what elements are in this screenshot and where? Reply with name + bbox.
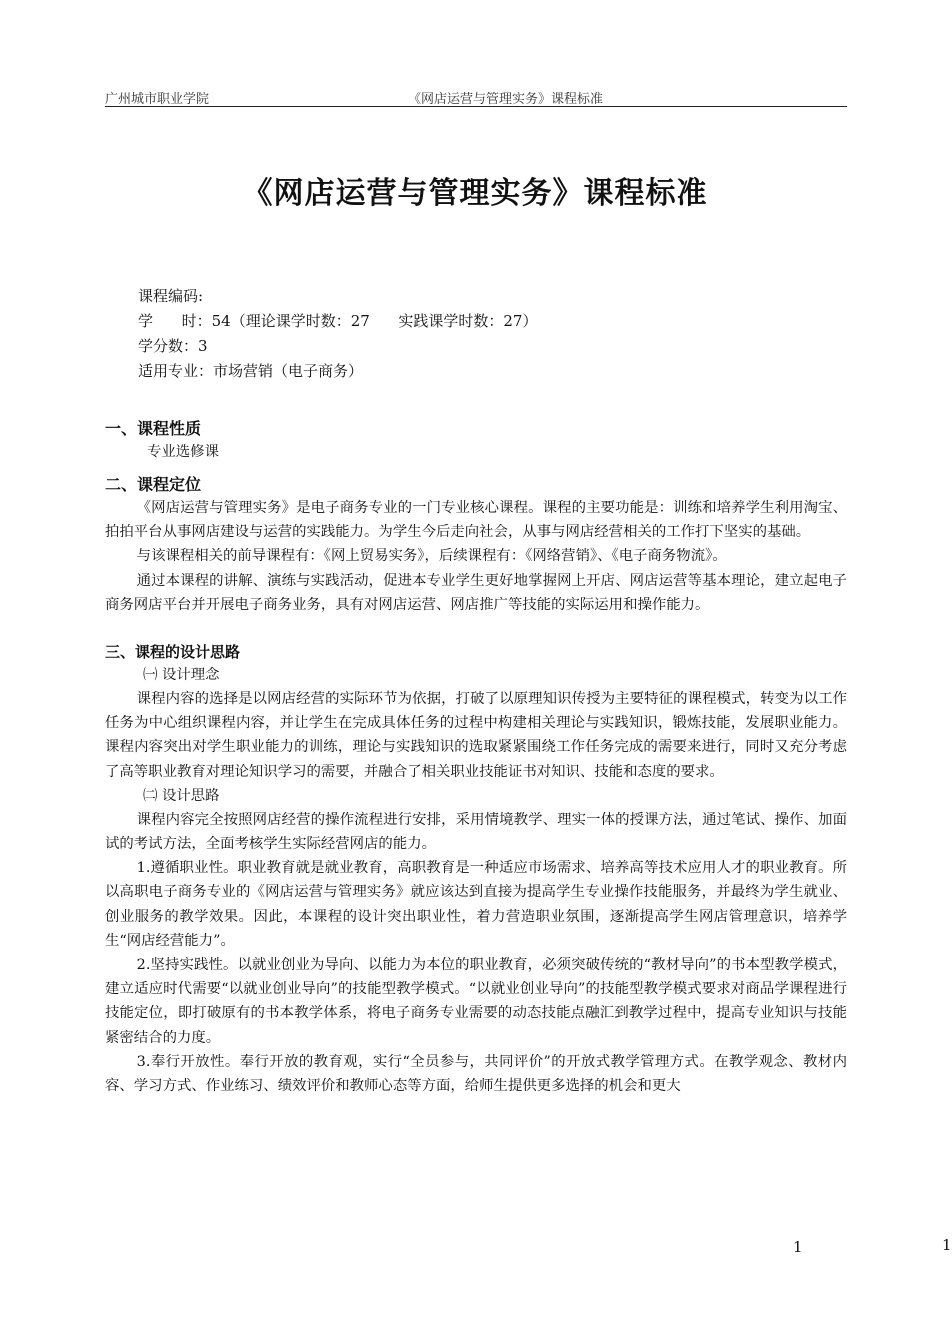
section-1-text: 专业选修课: [147, 444, 219, 460]
section-3-paragraph: 1.遵循职业性。职业教育就是就业教育，高职教育是一种适应市场需求、培养高等技术应用人才的职业教育。所以高职电子商务专业的《网店运营与管理实务》就应该达到直接为提高学生专业操作技能服务，并最终为学生就业、创业服务的教学效果。因此，本课程的设计突出职业性，着力营造职业氛围，逐渐提高学生网店管理意识，培养学生“网店经营能力”。: [105, 860, 847, 949]
subsection-heading: ㈡ 设计思路: [143, 787, 220, 804]
course-hours: 学 时：54（理论课学时数：27 实践课学时数：27）: [138, 312, 538, 330]
course-credits: 学分数：3: [138, 337, 208, 355]
section-1-heading: 一、课程性质: [105, 419, 202, 438]
document-title: 《网店运营与管理实务》课程标准: [242, 176, 708, 211]
section-3-paragraph: 2.坚持实践性。以就业创业为导向、以能力为本位的职业教育，必须突破传统的“教材导向”的书本型教学模式，建立适应时代需要“以就业创业导向”的技能型教学模式。“以就业创业导向”的技能型教学模式要求对商品学课程进行技能定位，即打破原有的书本教学体系，将电子商务专业需要的动态技能点融汇到教学过程中，提高专业知识与技能紧密结合的力度。: [105, 957, 847, 1046]
section-3-heading: 三、课程的设计思路: [105, 643, 241, 662]
subsection-heading: ㈠ 设计理念: [143, 667, 220, 684]
section-3-paragraph: 课程内容完全按照网店经营的操作流程进行安排，采用情境教学、理实一体的授课方法，通过笔试、操作、加面试的考试方法，全面考核学生实际经营网店的能力。: [105, 811, 847, 853]
course-major: 适用专业：市场营销（电子商务）: [138, 362, 364, 380]
document-body: [105, 418, 847, 1098]
course-meta: [138, 284, 537, 384]
page-number-edge: 1: [942, 1236, 952, 1254]
header-school: 广州城市职业学院: [105, 92, 210, 107]
page-header: [105, 88, 847, 107]
section-3-paragraph: 3.奉行开放性。奉行开放的教育观，实行“全员参与，共同评价”的开放式教学管理方式。在教学观念、教材内容、学习方式、作业练习、绩效评价和教师心态等方面，给师生提供更多选择的机会和更大: [105, 1053, 847, 1095]
header-course: 《网店运营与管理实务》课程标准: [408, 92, 604, 107]
section-2-paragraph: 《网店运营与管理实务》是电子商务专业的一门专业核心课程。课程的主要功能是：训练和培养学生利用淘宝、拍拍平台从事网店建设与运营的实践能力。为学生今后走向社会，从事与网店经营相关的工作打下坚实的基础。: [105, 500, 847, 541]
section-3-paragraph: 课程内容的选择是以网店经营的实际环节为依据，打破了以原理知识传授为主要特征的课程模式，转变为以工作任务为中心组织课程内容，并让学生在完成具体任务的过程中构建相关理论与实践知识，锻炼技能，发展职业能力。课程内容突出对学生职业能力的训练，理论与实践知识的选取紧紧围绕工作任务完成的需要来进行，同时又充分考虑了高等职业教育对理论知识学习的需要，并融合了相关职业技能证书对知识、技能和态度的要求。: [105, 691, 847, 780]
section-2-heading: 二、课程定位: [105, 475, 202, 494]
section-2-paragraph: 与该课程相关的前导课程有：《网上贸易实务》，后续课程有：《网络营销》、《电子商务物流》。: [136, 548, 727, 565]
section-2-paragraph: 通过本课程的讲解、演练与实践活动，促进本专业学生更好地掌握网上开店、网店运营等基本理论，建立起电子商务网店平台并开展电子商务业务，具有对网店运营、网店推广等技能的实际运用和操作能力。: [105, 572, 847, 613]
course-code: 课程编码:: [138, 287, 204, 305]
page-number: 1: [793, 1238, 803, 1256]
